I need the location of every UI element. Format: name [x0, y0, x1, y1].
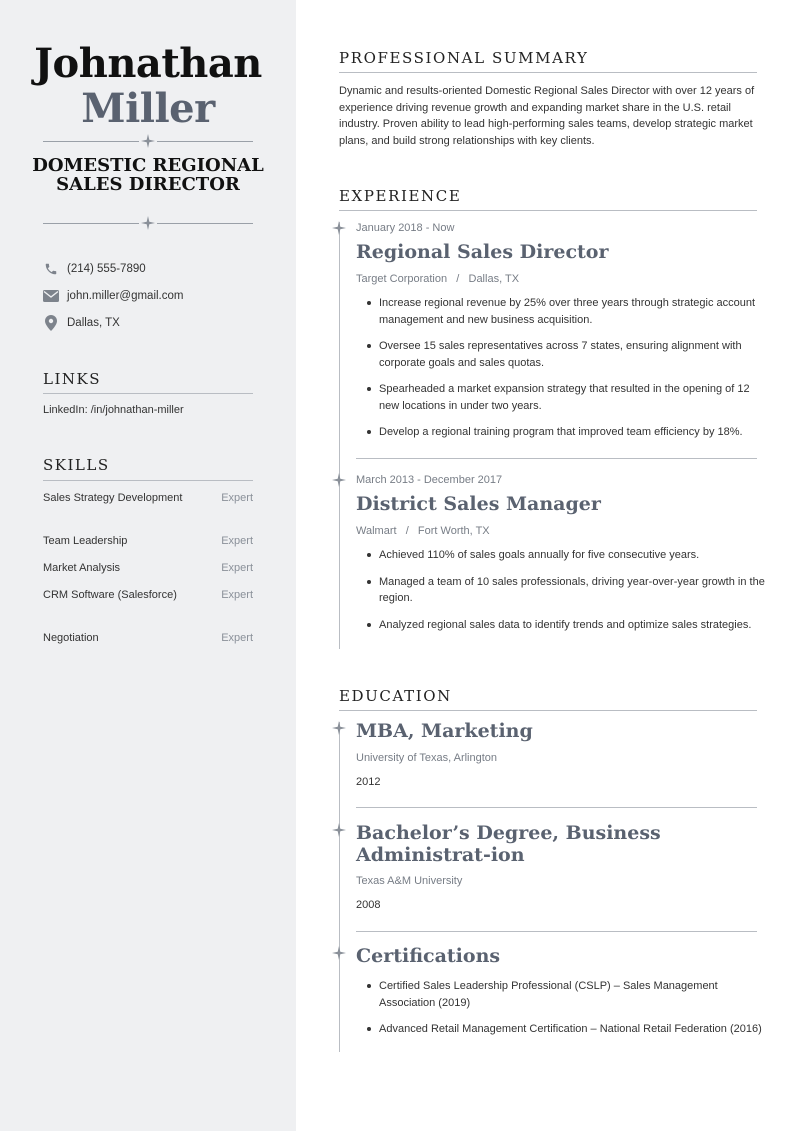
list-item: Increase regional revenue by 25% over three years through strategic account management and new business acquisition.	[356, 295, 771, 328]
list-item: Analyzed regional sales data to identify trends and optimize sales strategies.	[356, 617, 771, 634]
skill-name: Negotiation	[43, 632, 99, 644]
skills-rule	[43, 480, 253, 481]
job-dates: January 2018 - Now	[356, 222, 455, 234]
linkedin-link[interactable]: LinkedIn: /in/johnathan-miller	[43, 404, 184, 416]
degree-school: University of Texas, Arlington	[356, 752, 498, 764]
skills-heading: SKILLS	[43, 456, 110, 474]
skill-name: CRM Software (Salesforce)	[43, 589, 177, 601]
certifications-title: Certifications	[356, 945, 501, 967]
summary-rule	[339, 72, 757, 73]
email-text[interactable]: john.miller@gmail.com	[67, 290, 184, 302]
list-item: Spearheaded a market expansion strategy that resulted in the opening of 12 new locations in under two years.	[356, 381, 771, 414]
degree-school: Texas A&M University	[356, 875, 463, 887]
links-rule	[43, 393, 253, 394]
four-point-star-icon	[332, 721, 346, 735]
skill-name: Market Analysis	[43, 562, 121, 574]
envelope-icon	[43, 288, 59, 304]
education-timeline	[339, 722, 340, 1052]
four-point-star-icon	[332, 473, 346, 487]
certifications-list	[356, 978, 771, 1038]
contact-phone	[43, 260, 263, 278]
skill-level: Expert	[221, 632, 253, 644]
four-point-star-icon	[332, 823, 346, 837]
list-item: Oversee 15 sales representatives across 7 states, ensuring alignment with corporate goals and sales quotas.	[356, 338, 771, 371]
four-point-star-icon	[332, 221, 346, 235]
list-item: Certified Sales Leadership Professional (CSLP) – Sales Management Association (2019)	[356, 978, 771, 1011]
experience-rule	[339, 210, 757, 211]
list-item: Develop a regional training program that improved team efficiency by 18%.	[356, 424, 771, 441]
skill-level: Expert	[221, 562, 253, 574]
phone-icon	[43, 261, 59, 277]
job-separator	[356, 458, 757, 459]
skill-name: Team Leadership	[43, 535, 128, 547]
job-role: Regional Sales Director	[356, 241, 609, 263]
degree-title: MBA, Marketing	[356, 720, 533, 742]
job-company: Walmart / Fort Worth, TX	[356, 525, 490, 537]
experience-heading: EXPERIENCE	[339, 187, 462, 205]
title-divider	[43, 216, 253, 230]
contact-email	[43, 287, 263, 305]
four-point-star-icon	[141, 216, 155, 230]
links-heading: LINKS	[43, 370, 101, 388]
education-separator	[356, 931, 757, 932]
sidebar	[0, 0, 296, 1131]
phone-text[interactable]: (214) 555-7890	[67, 263, 146, 275]
last-name: Miller	[81, 85, 215, 132]
job-role: District Sales Manager	[356, 493, 601, 515]
summary-heading: PROFESSIONAL SUMMARY	[339, 49, 589, 67]
name-divider	[43, 134, 253, 148]
contact-location	[43, 314, 263, 332]
skill-level: Expert	[221, 589, 253, 601]
four-point-star-icon	[332, 946, 346, 960]
location-text: Dallas, TX	[67, 317, 120, 329]
skill-name: Sales Strategy Development	[43, 492, 183, 504]
job-title: DOMESTIC REGIONAL SALES DIRECTOR	[32, 155, 264, 195]
map-pin-icon	[43, 315, 59, 331]
education-separator	[356, 807, 757, 808]
education-rule	[339, 710, 757, 711]
first-name: Johnathan	[34, 40, 262, 87]
four-point-star-icon	[141, 134, 155, 148]
list-item: Managed a team of 10 sales professionals, driving year-over-year growth in the region.	[356, 574, 771, 607]
job-bullets	[356, 547, 771, 633]
experience-timeline	[339, 222, 340, 649]
job-bullets	[356, 295, 771, 441]
degree-year: 2008	[356, 899, 381, 911]
skill-level: Expert	[221, 492, 253, 504]
degree-title: Bachelor’s Degree, Business Administrat-ion	[356, 822, 661, 866]
list-item: Advanced Retail Management Certification – National Retail Federation (2016)	[356, 1021, 771, 1038]
degree-year: 2012	[356, 776, 381, 788]
job-dates: March 2013 - December 2017	[356, 474, 503, 486]
list-item: Achieved 110% of sales goals annually for five consecutive years.	[356, 547, 771, 564]
job-company: Target Corporation / Dallas, TX	[356, 273, 520, 285]
skill-level: Expert	[221, 535, 253, 547]
summary-text: Dynamic and results-oriented Domestic Regional Sales Director with over 12 years of experience driving revenue growth and expanding market share in the U.S. retail industry. Proven ability to lead high-performing sales teams, develop strategic market plans, and build strong relationships with key clients.	[339, 85, 755, 147]
main-content	[296, 0, 800, 1131]
education-heading: EDUCATION	[339, 687, 452, 705]
